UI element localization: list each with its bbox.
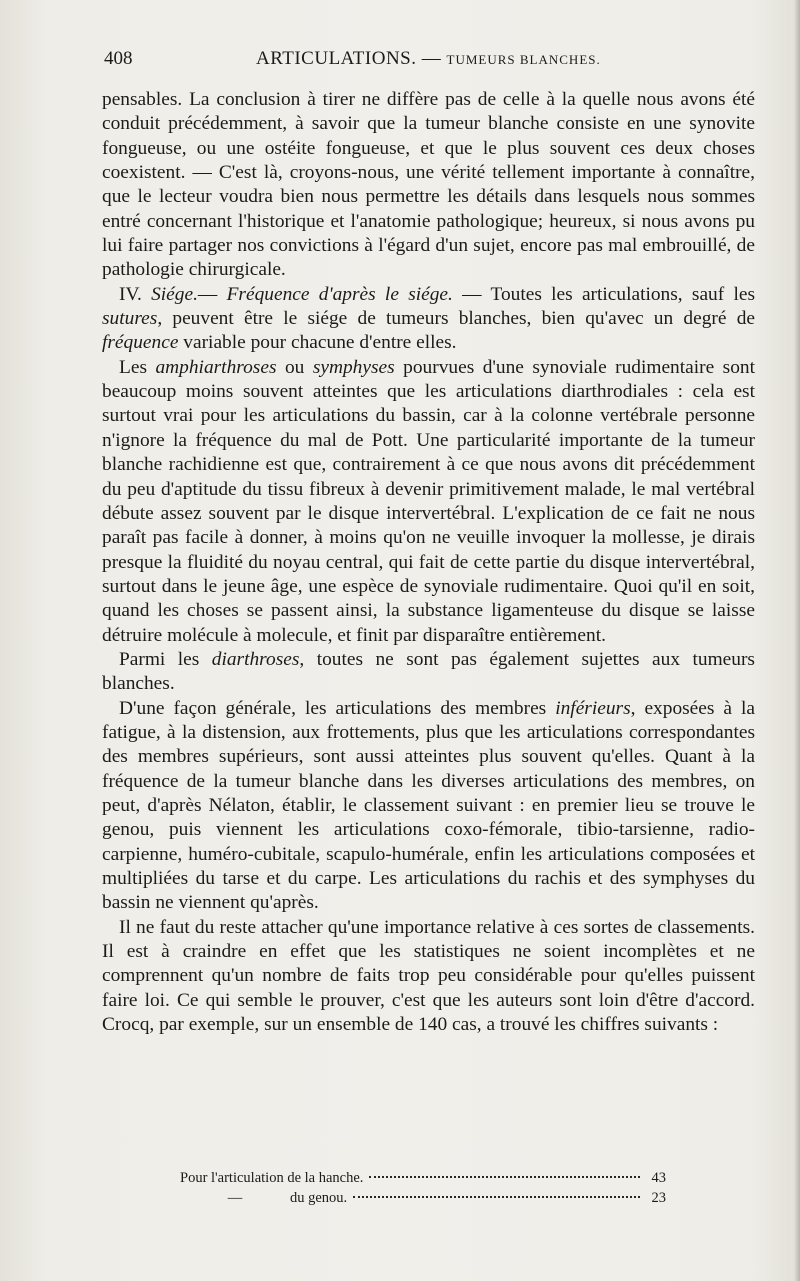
section-title: Siége. (151, 283, 198, 305)
stats-value: 43 (651, 1170, 666, 1186)
text-run: Les (119, 356, 156, 378)
running-title-sub: TUMEURS BLANCHES. (446, 52, 601, 67)
text-run: — (197, 283, 227, 305)
paragraph-conclusion: pensables. La conclusion à tirer ne diffère pas de celle à la quelle nous avons été conduit précédemment, à savoir que la tumeur blanche consiste en une synovite fongueuse, ou une ostéite fongueuse, et que le plus souvent ces deux choses coexistent. — C'est là, croyons-nous, une vérité tellement importante à connaître, que le lecteur voudra bien nous permettre les détails dans lesquels nous sommes entré concernant l'historique et l'anatomie pathologique; heureux, si nous avons pu lui faire partager nos convictions à l'égard d'un sujet, encore pas mal embrouillé, de pathologie chirurgicale. (102, 89, 755, 281)
stats-row-hanche (180, 1168, 666, 1188)
text-run: variable pour chacune d'entre elles. (178, 332, 457, 354)
dot-leader (369, 1176, 640, 1178)
paragraph-classements: Il ne faut du reste attacher qu'une importance relative à ces sortes de classements. Il est à craindre en effet que les statistiques ne soient incomplètes et ne comprennent qu'un nombre de faits trop peu considérable pour qu'elles puissent faire loi. Ce qui semble le prouver, c'est que les auteurs sont loin d'être d'accord. Crocq, par exemple, sur un ensemble de 140 cas, a trouvé les chiffres suivants : (102, 916, 755, 1036)
text-run: , peuvent être le siége de tumeurs blanches, bien qu'avec un degré de (157, 308, 755, 330)
text-run: ou (276, 356, 313, 378)
stats-label: du genou. (290, 1190, 348, 1206)
text-run: , exposées à la fatigue, à la distension, aux frottements, plus que les articulations correspondantes des membres supérieurs, sont aussi atteintes plus souvent qu'elles. Quant à la fréquence de la tumeur blanche dans les diverses articulations des membres, on peut, d'après Nélaton, établir, le classement suivant : en premier lieu se trouve le genou, puis viennent les articulations coxo-fémorale, tibio-tarsienne, radio-carpienne, huméro-cubitale, scapulo-humérale, enfin les articulations composées et multipliées du tarse et du carpe. Les articulations du rachis et des symphyses du bassin ne viennent qu'après. (102, 697, 755, 914)
emphasis-sutures: sutures (102, 308, 158, 330)
running-title (256, 48, 601, 70)
text-run: D'une façon générale, les articulations des membres (119, 697, 556, 719)
emphasis-frequence: fréquence (102, 332, 179, 354)
page-header (104, 48, 754, 78)
paragraph-membres (102, 697, 755, 916)
body-text (102, 88, 755, 1037)
page-spine-shadow (794, 0, 800, 1281)
dot-leader (353, 1196, 640, 1198)
text-run: — Toutes les articulations, sauf les (452, 283, 756, 305)
stats-value: 23 (651, 1190, 666, 1206)
paragraph-diarthroses (102, 648, 755, 697)
paragraph-siege (102, 283, 755, 356)
running-title-main: ARTICULATIONS. (256, 48, 417, 69)
emphasis-amphiarthroses: amphiarthroses (155, 356, 277, 378)
emphasis-symphyses: symphyses (312, 356, 395, 378)
text-run: pourvues d'une synoviale rudimentaire sont beaucoup moins souvent atteintes que les articulations diarthrodiales : cela est surtout vrai pour les articulations du bassin, car à la colonne vertébrale personne n'ignore la fréquence du mal de Pott. Une particularité importante de la tumeur blanche rachidienne est que, contrairement à ce que nous avons dit précédemment du peu d'aptitude du tissu fibreux à devenir primitivement malade, le mal vertébral débute assez souvent par le disque intervertébral. L'explication de ce fait ne nous paraît pas facile à donner, à moins qu'on ne veuille invoquer la mollesse, je dirais presque la fluidité du noyau central, qui fait de cette partie du disque intervertébral, surtout dans le jeune âge, une espèce de synoviale rudimentaire. Quoi qu'il en soit, quand les choses se passent ainsi, la substance ligamenteuse du disque se laisse détruire molécule à molecule, et finit par disparaître entièrement. (102, 356, 755, 646)
ditto-dash: — (227, 1190, 243, 1206)
section-subtitle: Fréquence d'après le siége. (226, 283, 453, 305)
section-number: IV. (119, 283, 152, 305)
page-number: 408 (104, 48, 133, 69)
emphasis-inferieurs: inférieurs (555, 697, 631, 719)
emphasis-diarthroses: diarthroses (211, 648, 300, 670)
running-title-dash: — (421, 48, 442, 69)
stats-row-genou (180, 1188, 666, 1208)
text-run: Parmi les (119, 648, 212, 670)
stats-label: Pour l'articulation de la hanche. (180, 1170, 364, 1186)
text-run: , toutes ne sont pas également sujettes aux tumeurs blanches. (102, 648, 755, 695)
paragraph-amphiarthroses (102, 356, 755, 648)
